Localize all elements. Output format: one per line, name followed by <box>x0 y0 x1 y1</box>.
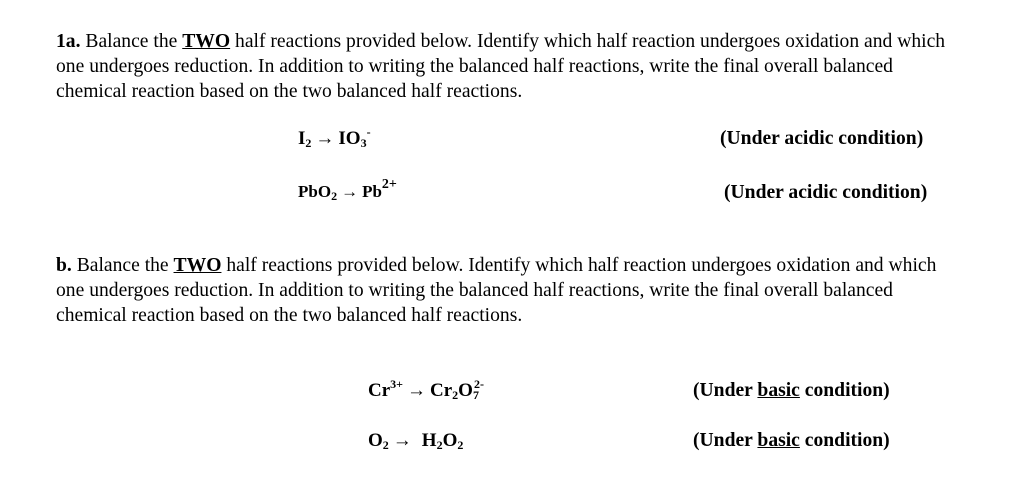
reactant-charge: 3+ <box>390 377 403 391</box>
product-part-a-subscript: 2 <box>452 388 459 402</box>
product-part-b: O <box>442 430 458 451</box>
part-a-text-before: Balance the <box>80 31 183 52</box>
part-a-text-after: half reactions provided below. Identify which half reaction undergoes oxidation and which one undergoes reduction. In addition to writing the balanced half reactions, write the final overall balanced chemical reaction based on the two balanced half reactions. <box>56 31 946 102</box>
condition-open: (Under <box>720 128 785 149</box>
product: IO <box>338 128 361 149</box>
arrow-icon: → <box>315 128 335 149</box>
reaction-iodine <box>298 125 371 150</box>
product-charge: 2+ <box>381 177 397 192</box>
product-charge: - <box>366 125 371 139</box>
product-part-b-subscript: 2 <box>457 438 464 452</box>
reactant: Cr <box>368 380 391 401</box>
condition-open: (Under <box>693 430 758 451</box>
reactant-subscript: 2 <box>382 438 389 452</box>
part-b-text-before: Balance the <box>71 255 174 276</box>
reaction-lead-dioxide <box>298 177 397 203</box>
arrow-icon: → <box>341 182 359 201</box>
part-b-text-after: half reactions provided below. Identify which half reaction undergoes oxidation and which one undergoes reduction. In addition to writing the balanced half reactions, write the final overall balanced chemical reaction based on the two balanced half reactions. <box>56 255 937 326</box>
reaction-chromium <box>368 377 484 402</box>
part-a-label: 1a. <box>56 31 81 52</box>
condition-open: (Under <box>724 182 789 203</box>
condition-close: condition) <box>799 380 890 401</box>
product-part-b-subscript: 7 <box>472 388 479 402</box>
product-part-a: H <box>421 430 437 451</box>
condition-word-underlined: basic <box>757 430 800 451</box>
condition-lead-dioxide <box>724 182 927 204</box>
condition-iodine <box>720 128 923 150</box>
product-part-b: O <box>458 380 473 401</box>
condition-word: acidic <box>784 128 834 149</box>
part-b-emphasis: TWO <box>173 255 222 276</box>
product-charge: 2- <box>473 377 484 391</box>
product-part-a: Cr <box>430 380 453 401</box>
condition-oxygen <box>693 430 890 452</box>
condition-close: condition) <box>799 430 890 451</box>
part-a-instructions <box>56 29 968 104</box>
condition-word: acidic <box>788 182 838 203</box>
reactant-subscript: 2 <box>305 136 312 150</box>
product-subscript: 3 <box>360 136 367 150</box>
reactant-subscript: 2 <box>331 189 338 203</box>
condition-close: condition) <box>833 128 924 149</box>
part-b-label: b. <box>56 255 72 276</box>
reactant: I <box>298 128 306 149</box>
product-part-a-subscript: 2 <box>436 438 443 452</box>
condition-word-underlined: basic <box>757 380 800 401</box>
arrow-icon: → <box>407 380 426 401</box>
reactant: O <box>368 430 383 451</box>
reaction-oxygen <box>368 430 463 452</box>
part-b-instructions <box>56 253 968 328</box>
arrow-icon: → <box>392 430 412 451</box>
product: Pb <box>362 182 382 201</box>
condition-open: (Under <box>693 380 758 401</box>
condition-chromium <box>693 380 890 402</box>
part-a-emphasis: TWO <box>182 31 231 52</box>
reactant: PbO <box>298 182 332 201</box>
condition-close: condition) <box>837 182 928 203</box>
